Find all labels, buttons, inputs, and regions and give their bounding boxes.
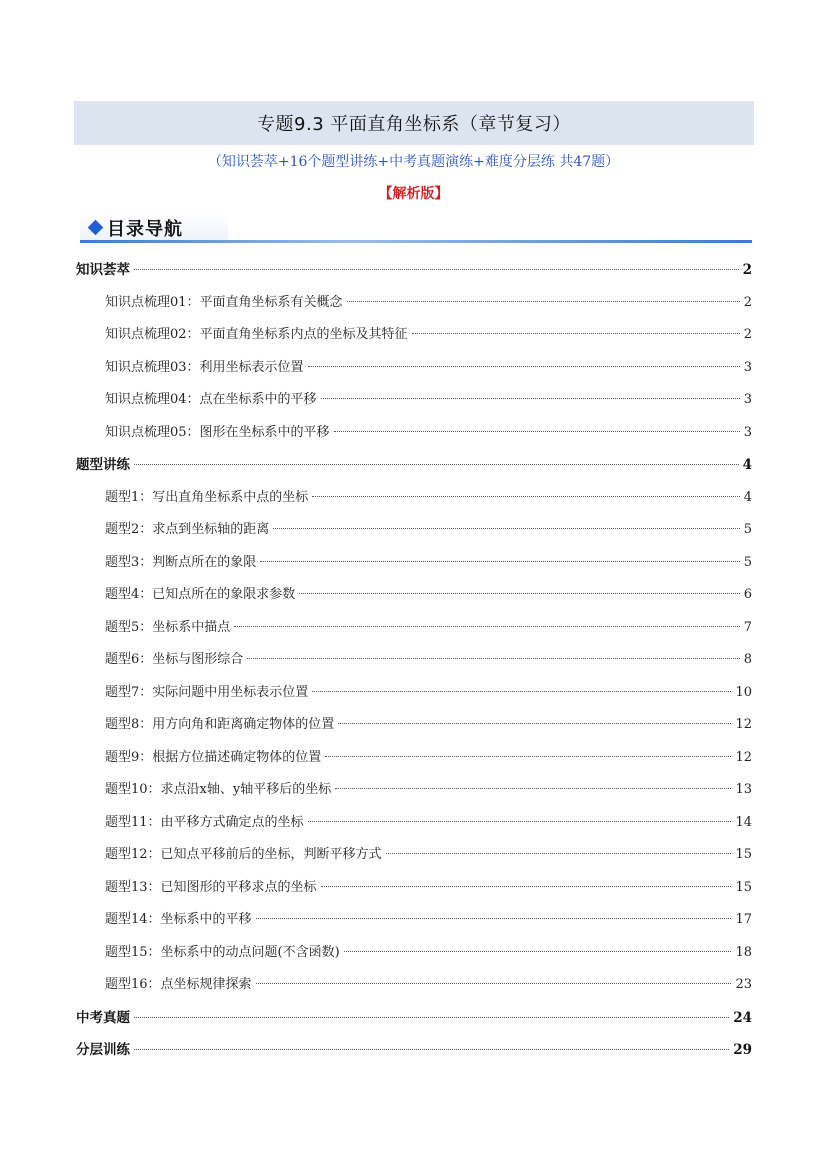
toc-entry-text: 题型4：已知点所在的象限求参数 [105, 587, 296, 602]
toc-dot-leader [335, 788, 731, 789]
table-of-contents [76, 254, 752, 1067]
toc-dot-leader [321, 398, 740, 399]
toc-entry-text: 中考真题 [76, 1009, 130, 1026]
toc-page-number: 10 [735, 684, 752, 700]
toc-page-number: 3 [743, 424, 752, 440]
document-subtitle: （知识荟萃+16个题型讲练+中考真题演练+难度分层练 共47题） [207, 154, 620, 170]
toc-dot-leader [134, 464, 739, 465]
toc-dot-leader [386, 853, 732, 854]
toc-dot-leader [134, 269, 739, 270]
toc-header-label: 目录导航 [107, 219, 183, 240]
toc-entry-text: 题型9：根据方位描述确定物体的位置 [105, 749, 322, 765]
toc-dot-leader [134, 1049, 729, 1050]
toc-subsection-entry[interactable] [76, 384, 752, 417]
toc-entry-text: 题型13：已知图形的平移求点的坐标 [105, 879, 317, 895]
toc-dot-leader [256, 983, 732, 984]
document-title: 专题9.3 平面直角坐标系（章节复习） [257, 114, 571, 135]
toc-subsection-entry[interactable] [76, 937, 752, 970]
toc-subsection-entry[interactable] [76, 352, 752, 385]
toc-dot-leader [344, 951, 732, 952]
toc-subsection-entry[interactable] [76, 807, 752, 840]
toc-page-number: 12 [735, 717, 752, 732]
toc-entry-text: 题型2：求点到坐标轴的距离 [105, 522, 270, 537]
toc-subsection-entry[interactable] [76, 417, 752, 450]
toc-entry-text: 题型10：求点沿x轴、y轴平移后的坐标 [105, 782, 332, 797]
toc-page-number: 7 [743, 619, 752, 635]
toc-header [80, 213, 752, 245]
toc-dot-leader [256, 918, 732, 919]
toc-dot-leader [299, 593, 739, 594]
toc-subsection-entry[interactable] [76, 514, 752, 547]
toc-subsection-entry[interactable] [76, 644, 752, 677]
toc-subsection-entry[interactable] [76, 612, 752, 645]
toc-header-rule [80, 240, 752, 243]
toc-entry-text: 知识荟萃 [76, 262, 130, 278]
toc-entry-text: 知识点梳理01：平面直角坐标系有关概念 [105, 294, 343, 310]
toc-page-number: 2 [742, 262, 752, 278]
toc-dot-leader [247, 658, 739, 659]
toc-entry-text: 知识点梳理04：点在坐标系中的平移 [105, 392, 317, 407]
toc-page-number: 17 [735, 912, 752, 927]
toc-dot-leader [347, 301, 740, 302]
toc-section-entry[interactable] [76, 1002, 752, 1035]
title-banner [74, 101, 754, 145]
toc-page-number: 12 [735, 749, 752, 765]
toc-page-number: 29 [733, 1042, 752, 1058]
toc-entry-text: 题型1：写出直角坐标系中点的坐标 [105, 489, 309, 505]
toc-subsection-entry[interactable] [76, 547, 752, 580]
toc-page-number: 3 [743, 392, 752, 407]
toc-entry-text: 题型15：坐标系中的动点问题(不含函数) [105, 944, 340, 960]
toc-page-number: 15 [735, 847, 752, 862]
toc-entry-text: 知识点梳理05：图形在坐标系中的平移 [105, 424, 330, 440]
toc-dot-leader [234, 626, 739, 627]
toc-dot-leader [134, 1017, 729, 1018]
toc-dot-leader [273, 528, 739, 529]
toc-section-entry[interactable] [76, 1034, 752, 1067]
toc-entry-text: 分层训练 [76, 1042, 130, 1058]
toc-subsection-entry[interactable] [76, 677, 752, 710]
toc-entry-text: 题型讲练 [76, 457, 130, 473]
toc-subsection-entry[interactable] [76, 579, 752, 612]
toc-subsection-entry[interactable] [76, 287, 752, 320]
toc-dot-leader [338, 723, 731, 724]
toc-dot-leader [308, 366, 740, 367]
toc-page-number: 2 [743, 294, 752, 310]
toc-dot-leader [312, 691, 731, 692]
toc-entry-text: 题型11：由平移方式确定点的坐标 [105, 814, 304, 830]
toc-entry-text: 题型3：判断点所在的象限 [105, 554, 257, 570]
toc-subsection-entry[interactable] [76, 872, 752, 905]
toc-page-number: 5 [743, 522, 752, 537]
toc-page-number: 3 [743, 359, 752, 375]
toc-dot-leader [412, 333, 740, 334]
toc-subsection-entry[interactable] [76, 742, 752, 775]
toc-subsection-entry[interactable] [76, 839, 752, 872]
toc-entry-text: 题型14：坐标系中的平移 [105, 912, 252, 927]
toc-subsection-entry[interactable] [76, 969, 752, 1002]
toc-entry-text: 题型8：用方向角和距离确定物体的位置 [105, 717, 335, 732]
toc-entry-text: 题型7：实际问题中用坐标表示位置 [105, 684, 309, 700]
toc-dot-leader [334, 431, 740, 432]
toc-dot-leader [260, 561, 739, 562]
toc-entry-text: 题型12：已知点平移前后的坐标，判断平移方式 [105, 847, 382, 862]
toc-page-number: 4 [743, 489, 752, 505]
toc-page-number: 15 [735, 879, 752, 895]
toc-page-number: 24 [733, 1009, 752, 1026]
toc-entry-text: 题型6：坐标与图形综合 [105, 652, 244, 667]
toc-page-number: 6 [743, 587, 752, 602]
toc-page-number: 14 [735, 814, 752, 830]
edition-label: 【解析版】 [378, 186, 449, 202]
toc-entry-text: 题型5：坐标系中描点 [105, 619, 231, 635]
toc-page-number: 2 [743, 327, 752, 342]
toc-entry-text: 题型16：点坐标规律探索 [105, 977, 252, 992]
toc-subsection-entry[interactable] [76, 319, 752, 352]
toc-section-entry[interactable] [76, 449, 752, 482]
toc-page-number: 5 [743, 554, 752, 570]
toc-page-number: 8 [743, 652, 752, 667]
toc-dot-leader [308, 821, 732, 822]
toc-dot-leader [321, 886, 732, 887]
toc-page-number: 23 [735, 977, 752, 992]
toc-page-number: 18 [735, 944, 752, 960]
toc-dot-leader [325, 756, 731, 757]
toc-subsection-entry[interactable] [76, 482, 752, 515]
toc-page-number: 13 [735, 782, 752, 797]
toc-entry-text: 知识点梳理03：利用坐标表示位置 [105, 359, 304, 375]
toc-dot-leader [312, 496, 739, 497]
toc-section-entry[interactable] [76, 254, 752, 287]
toc-subsection-entry[interactable] [76, 904, 752, 937]
toc-subsection-entry[interactable] [76, 709, 752, 742]
toc-page-number: 4 [742, 457, 752, 473]
toc-subsection-entry[interactable] [76, 774, 752, 807]
toc-entry-text: 知识点梳理02：平面直角坐标系内点的坐标及其特征 [105, 327, 408, 342]
